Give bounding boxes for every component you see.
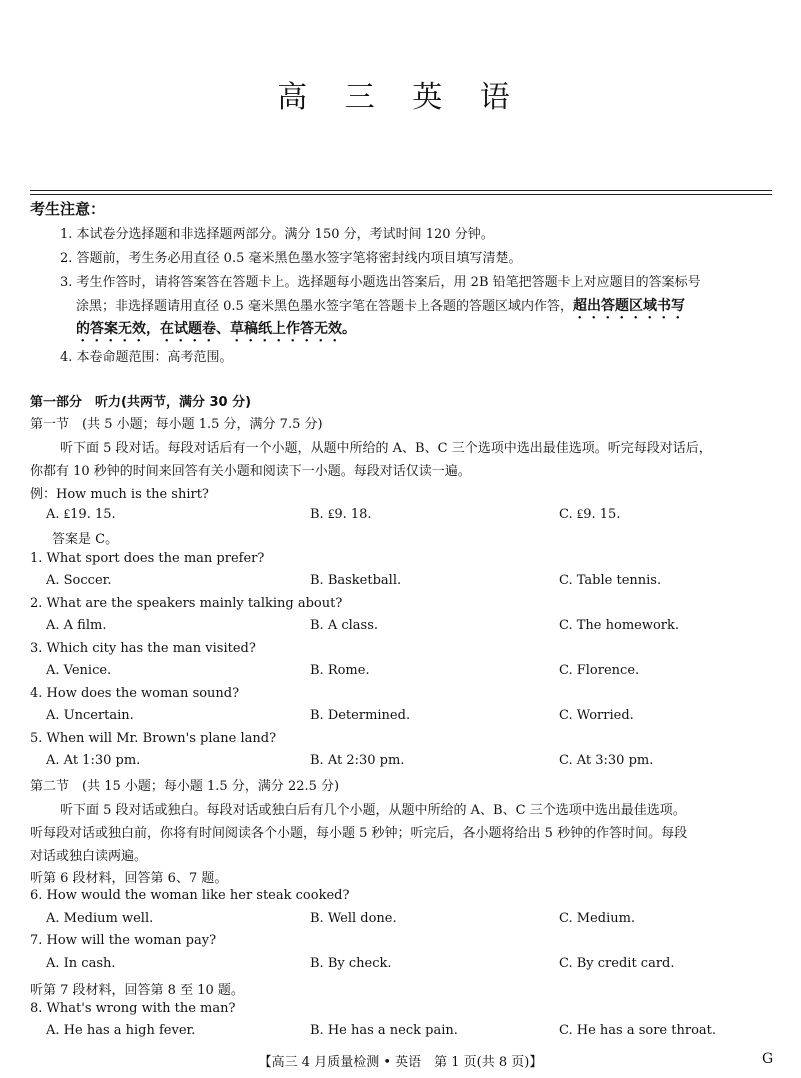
question: 7. How will the woman pay? <box>30 933 217 948</box>
question: 8. What's wrong with the man? <box>30 1001 236 1016</box>
option: B. Rome. <box>310 663 370 678</box>
question: 1. What sport does the man prefer? <box>30 551 265 566</box>
question: 4. How does the woman sound? <box>30 686 240 701</box>
option: B. He has a neck pain. <box>310 1023 458 1038</box>
page-footer: 【高三 4 月质量检测 • 英语 第 1 页(共 8 页)】 <box>258 1055 543 1070</box>
notice-item: 2. 答题前，考生务必用直径 0.5 毫米黑色墨水签字笔将密封线内项目填写清楚。 <box>60 251 522 266</box>
page-title: 高 三 英 语 <box>277 80 524 115</box>
part-heading: 第一部分 听力(共两节，满分 30 分) <box>30 395 252 410</box>
instructions: 听下面 5 段对话或独白。每段对话或独白后有几个小题，从题中所给的 A、B、C 三个选项中选出最佳选项。 <box>60 803 686 818</box>
option: A. Medium well. <box>46 911 154 926</box>
option: B. Well done. <box>310 911 397 926</box>
instructions: 对话或独白读两遍。 <box>30 849 148 864</box>
option: A. At 1:30 pm. <box>46 753 141 768</box>
option: B. By check. <box>310 956 392 971</box>
notice-item: 的答案无效，在试题卷、草稿纸上作答无效。 <box>76 321 356 337</box>
option: B. Basketball. <box>310 573 402 588</box>
question: 2. What are the speakers mainly talking about? <box>30 596 343 611</box>
option: C. Worried. <box>559 708 634 723</box>
divider <box>30 190 772 191</box>
question: 3. Which city has the man visited? <box>30 641 256 656</box>
notice-item: 4. 本卷命题范围：高考范围。 <box>60 350 233 365</box>
material-label: 听第 6 段材料，回答第 6、7 题。 <box>30 871 228 886</box>
option: A. A film. <box>46 618 107 633</box>
notice-heading: 考生注意： <box>30 200 106 218</box>
option: A. Venice. <box>46 663 112 678</box>
question: 5. When will Mr. Brown's plane land? <box>30 731 277 746</box>
option: A. He has a high fever. <box>46 1023 196 1038</box>
notice-item: 1. 本试卷分选择题和非选择题两部分。满分 150 分，考试时间 120 分钟。 <box>60 227 494 242</box>
option: C. At 3:30 pm. <box>559 753 654 768</box>
option: C. Table tennis. <box>559 573 662 588</box>
option: B. ₤9. 18. <box>310 507 372 522</box>
instructions: 听每段对话或独白前，你将有时间阅读各个小题，每小题 5 秒钟；听完后，各小题将给出 5 秒钟的作答时间。每段 <box>30 826 688 841</box>
example-answer: 答案是 C。 <box>52 532 119 547</box>
option: C. ₤9. 15. <box>559 507 621 522</box>
material-label: 听第 7 段材料，回答第 8 至 10 题。 <box>30 983 244 998</box>
option: C. Florence. <box>559 663 640 678</box>
option: A. Uncertain. <box>46 708 134 723</box>
example-question: 例：How much is the shirt? <box>30 487 209 502</box>
option: C. By credit card. <box>559 956 675 971</box>
option: B. Determined. <box>310 708 411 723</box>
instructions: 你都有 10 秒钟的时间来回答有关小题和阅读下一小题。每段对话仅读一遍。 <box>30 464 471 479</box>
section-heading: 第二节 (共 15 小题；每小题 1.5 分，满分 22.5 分) <box>30 779 340 794</box>
notice-item: 涂黑；非选择题请用直径 0.5 毫米黑色墨水签字笔在答题卡上各题的答题区域内作答，超出答题区域书写 <box>76 298 685 314</box>
option: C. He has a sore throat. <box>559 1023 717 1038</box>
option: A. In cash. <box>46 956 116 971</box>
option: C. Medium. <box>559 911 636 926</box>
option: B. At 2:30 pm. <box>310 753 405 768</box>
option: A. ₤19. 15. <box>46 507 116 522</box>
question: 6. How would the woman like her steak cooked? <box>30 888 350 903</box>
section-heading: 第一节 (共 5 小题；每小题 1.5 分，满分 7.5 分) <box>30 417 323 432</box>
instructions: 听下面 5 段对话。每段对话后有一个小题，从题中所给的 A、B、C 三个选项中选出最佳选项。听完每段对话后， <box>60 441 712 456</box>
option: C. The homework. <box>559 618 680 633</box>
divider <box>30 194 772 195</box>
option: A. Soccer. <box>46 573 112 588</box>
paper-code: G <box>762 1051 774 1067</box>
option: B. A class. <box>310 618 379 633</box>
notice-item: 3. 考生作答时，请将答案答在答题卡上。选择题每小题选出答案后，用 2B 铅笔把答题卡上对应题目的答案标号 <box>60 275 701 290</box>
